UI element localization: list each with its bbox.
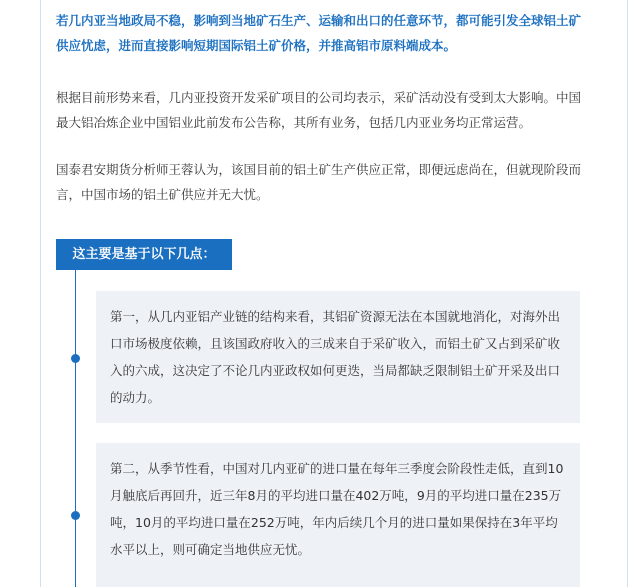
paragraph-investors: 根据目前形势来看，几内亚投资开发采矿项目的公司均表示，采矿活动没有受到太大影响。中国最大铝冶炼企业中国铝业此前发布公告称，其所有业务，包括几内亚业务均正常运营。 (56, 90, 582, 130)
right-border-line (627, 0, 628, 587)
paragraph-analyst: 国泰君安期货分析师王蓉认为，该国目前的铝土矿生产供应正常，即便远虑尚在，但就现阶段而言，中国市场的铝土矿供应并无大忧。 (56, 162, 582, 202)
point-card-first: 第一，从几内亚铝产业链的结构来看，其铝矿资源无法在本国就地消化，对海外出口市场极度依赖，且该国政府收入的三成来自于采矿收入，而铝土矿又占到采矿收入的六成，这决定了不论几内亚政权如何更迭，当局都缺乏限制铝土矿开采及出口的动力。 (96, 291, 580, 423)
timeline-line (75, 270, 76, 587)
timeline-dot (71, 354, 80, 363)
timeline-dot (71, 511, 80, 520)
point-card-second: 第二，从季节性看，中国对几内亚矿的进口量在每年三季度会阶段性走低，直到10月触底后再回升，近三年8月的平均进口量在402万吨，9月的平均进口量在235万吨，10月的平均进口量在252万吨，年内后续几个月的进口量如果保持在3年平均水平以上，则可确定当地供应无忧。 (96, 443, 580, 587)
lead-paragraph: 若几内亚当地政局不稳，影响到当地矿石生产、运输和出口的任意环节，都可能引发全球铝土矿供应忧虑，进而直接影响短期国际铝土矿价格，并推高铝市原料端成本。 (56, 13, 582, 53)
left-border-line (40, 0, 41, 587)
section-heading-tag: 这主要是基于以下几点： (56, 239, 232, 270)
